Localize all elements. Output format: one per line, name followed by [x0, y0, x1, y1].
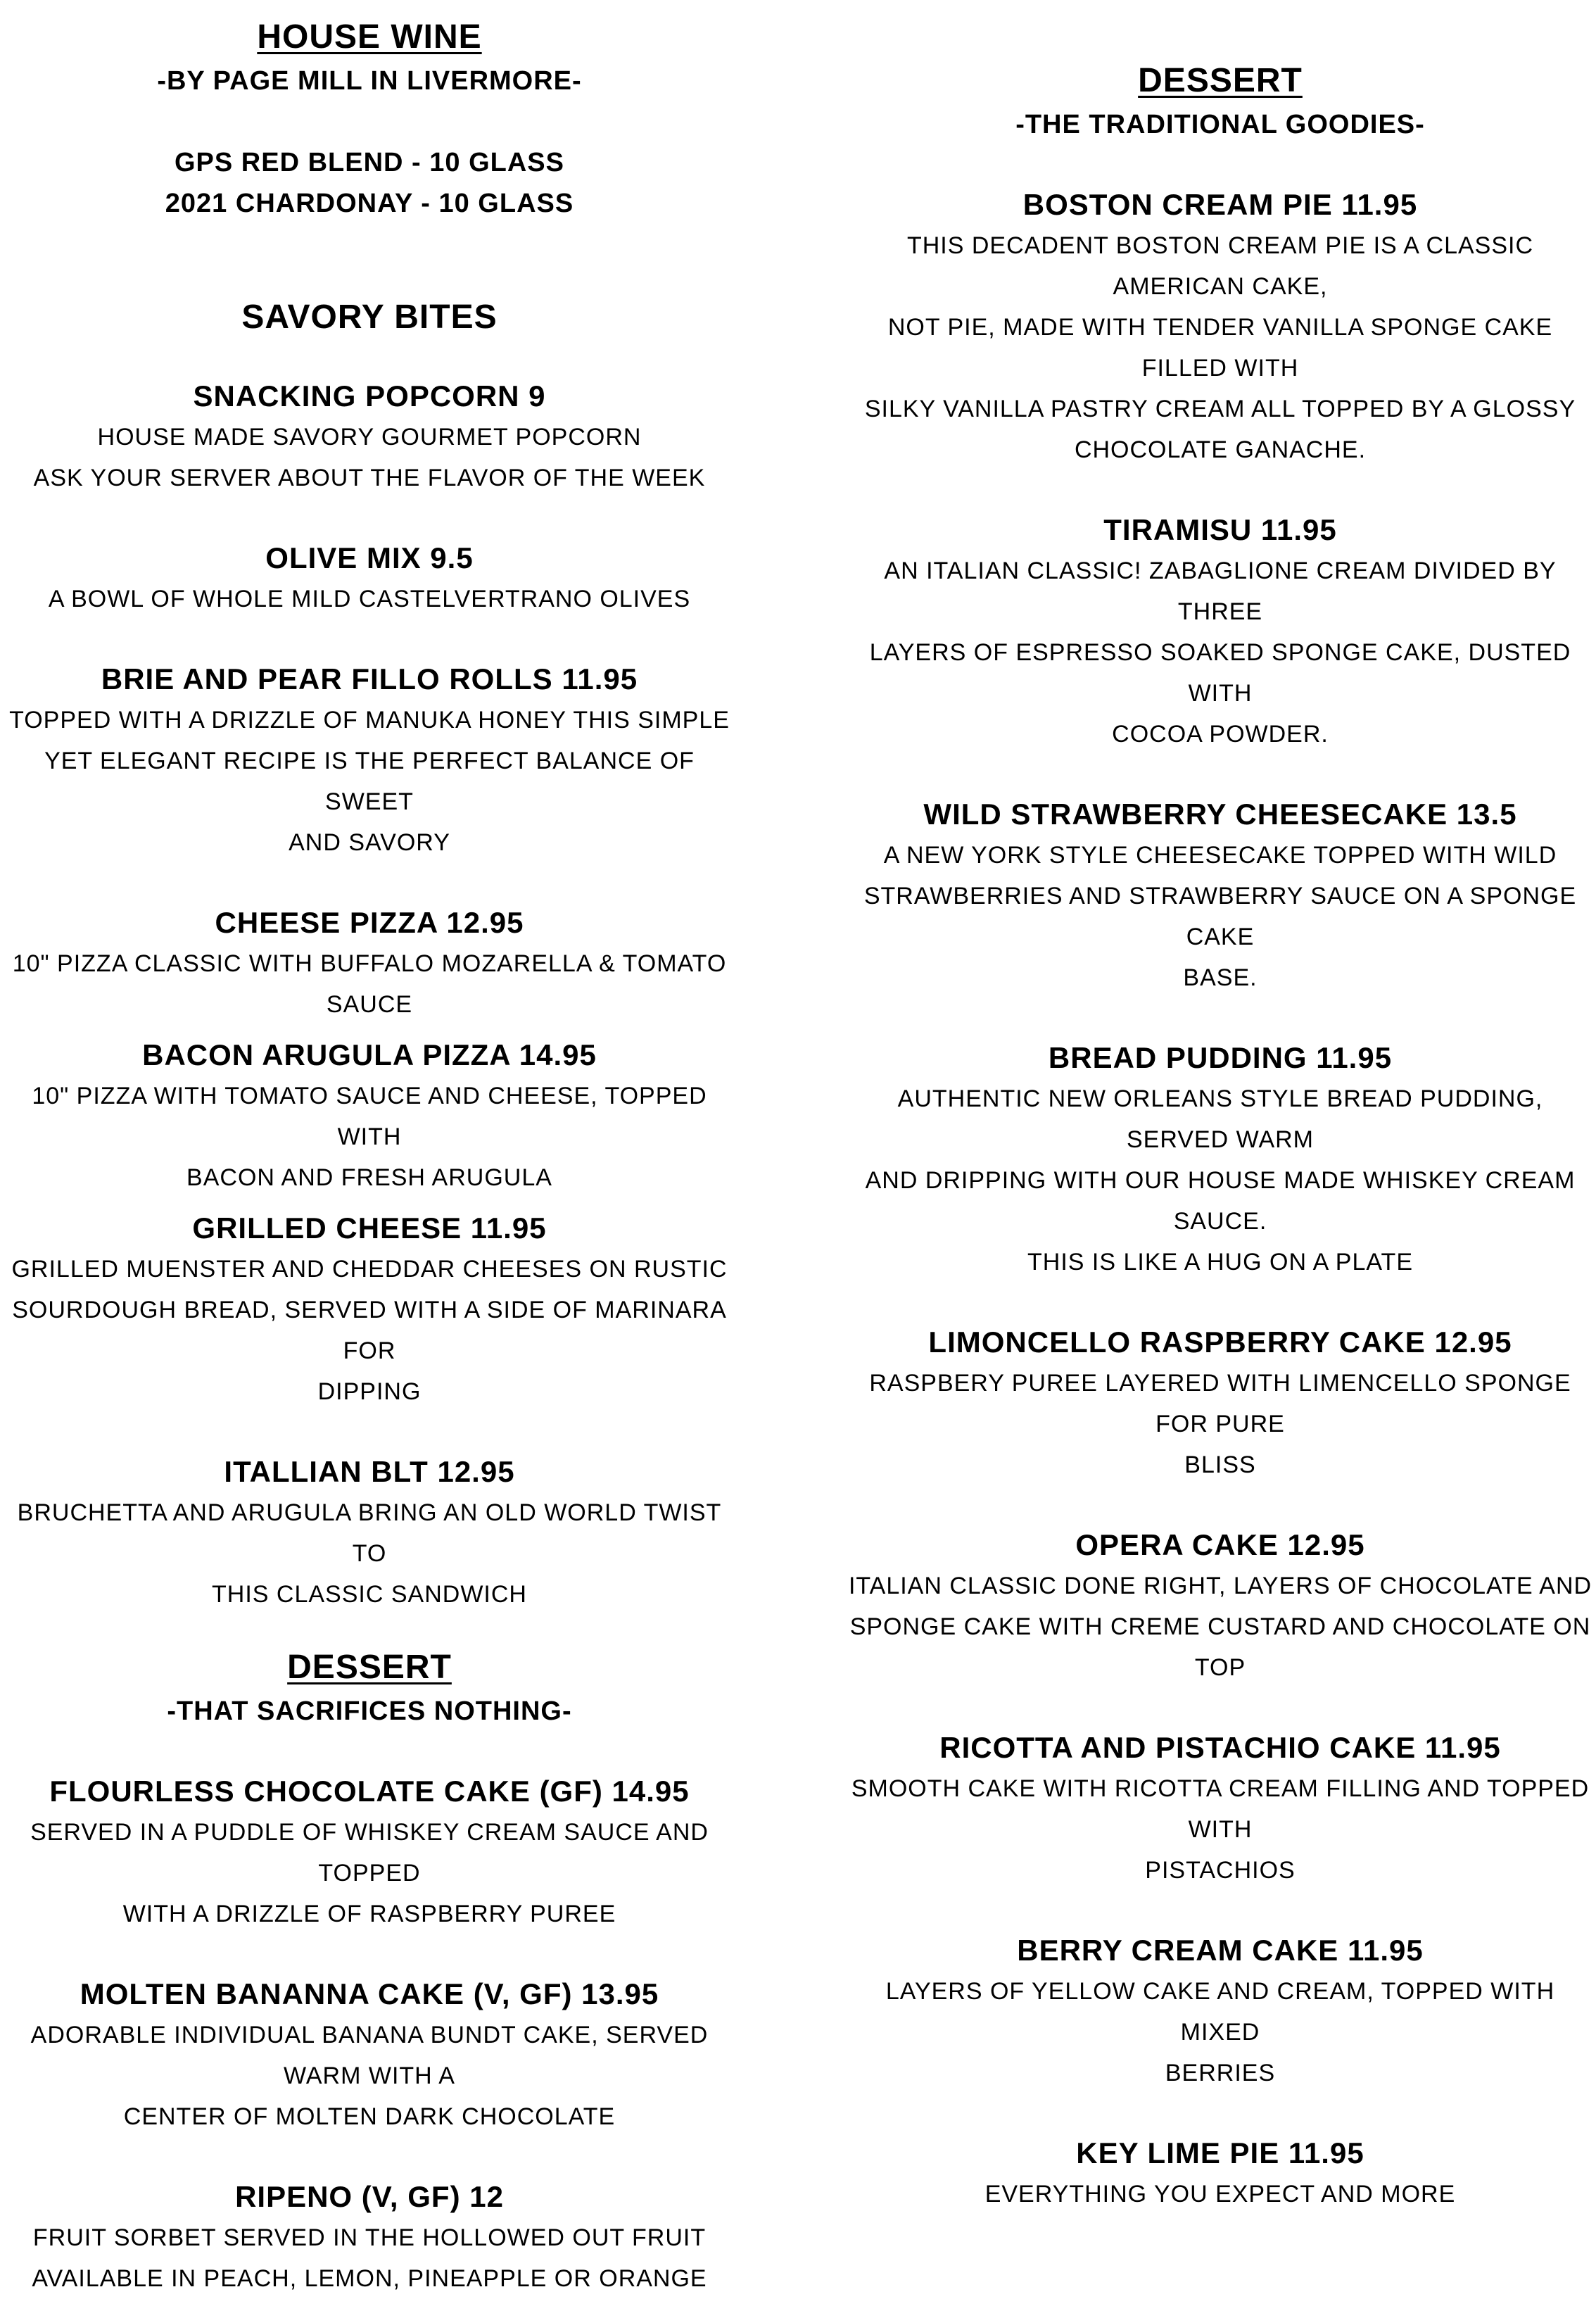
savory-bites-title: SAVORY BITES: [241, 298, 498, 336]
menu-item: [844, 510, 1596, 755]
menu-item-desc: ADORABLE INDIVIDUAL BANANA BUNDT CAKE, SERVED WARM WITH A: [30, 2022, 709, 2089]
menu-item: [844, 1930, 1596, 2093]
wine-line: GPS RED BLEND - 10 GLASS: [175, 148, 564, 177]
menu-item-desc: 10" PIZZA CLASSIC WITH BUFFALO MOZARELLA & TOMATO: [12, 950, 727, 977]
menu-item-title: OLIVE MIX 9.5: [265, 541, 474, 574]
menu-item-title: FLOURLESS CHOCOLATE CAKE (GF) 14.95: [49, 1775, 690, 1808]
menu-item-title: RIPENO (V, GF) 12: [235, 2180, 504, 2213]
menu-item-desc: AN ITALIAN CLASSIC! ZABAGLIONE CREAM DIVIDED BY THREE: [884, 558, 1557, 625]
menu-item-desc: A BOWL OF WHOLE MILD CASTELVERTRANO OLIVES: [48, 586, 691, 612]
house-wine-subtitle: -BY PAGE MILL IN LIVERMORE-: [157, 66, 582, 96]
menu-column-left: [0, 14, 739, 2299]
menu-item-desc: YET ELEGANT RECIPE IS THE PERFECT BALANCE OF SWEET: [44, 748, 695, 815]
menu-item-title: KEY LIME PIE 11.95: [1076, 2136, 1364, 2169]
wine-line: 2021 CHARDONAY - 10 GLASS: [165, 189, 574, 218]
menu-item: [844, 1525, 1596, 1688]
dessert-left-section: [0, 1644, 739, 2299]
menu-item-desc: ITALIAN CLASSIC DONE RIGHT, LAYERS OF CHOCOLATE AND: [848, 1573, 1592, 1599]
menu-item-desc: SERVED IN A PUDDLE OF WHISKEY CREAM SAUCE AND TOPPED: [30, 1819, 709, 1887]
menu-item: [0, 659, 739, 863]
menu-item-title: WILD STRAWBERRY CHEESECAKE 13.5: [923, 798, 1517, 831]
menu-item-title: BOSTON CREAM PIE 11.95: [1022, 188, 1418, 221]
menu-item-desc: AND DRIPPING WITH OUR HOUSE MADE WHISKEY CREAM SAUCE.: [865, 1167, 1576, 1235]
menu-item-title: BERRY CREAM CAKE 11.95: [1017, 1934, 1424, 1967]
menu-item-title: OPERA CAKE 12.95: [1075, 1528, 1365, 1561]
menu-item: [844, 2133, 1596, 2215]
menu-item-desc: SAUCE: [326, 991, 413, 1018]
menu-item-desc: AVAILABLE IN PEACH, LEMON, PINEAPPLE OR ORANGE: [32, 2265, 707, 2292]
menu-item-desc: AUTHENTIC NEW ORLEANS STYLE BREAD PUDDING, SERVED WARM: [897, 1085, 1543, 1153]
menu-item: [844, 1322, 1596, 1485]
menu-item: [844, 1038, 1596, 1283]
menu-item-title: RICOTTA AND PISTACHIO CAKE 11.95: [939, 1731, 1501, 1764]
menu-item: [844, 1727, 1596, 1891]
menu-item-desc: WITH A DRIZZLE OF RASPBERRY PUREE: [122, 1901, 616, 1927]
menu-item-title: BRIE AND PEAR FILLO ROLLS 11.95: [101, 662, 638, 695]
menu-item-title: ITALLIAN BLT 12.95: [224, 1455, 515, 1488]
menu-item-desc: HOUSE MADE SAVORY GOURMET POPCORN: [97, 424, 642, 451]
menu-item-title: BACON ARUGULA PIZZA 14.95: [142, 1038, 597, 1071]
menu-item-desc: THIS IS LIKE A HUG ON A PLATE: [1027, 1249, 1413, 1276]
menu-item: [0, 538, 739, 619]
menu-item: [0, 2177, 739, 2299]
house-wine-section: [0, 14, 739, 224]
menu-item-desc: 10" PIZZA WITH TOMATO SAUCE AND CHEESE, TOPPED WITH: [32, 1083, 707, 1150]
menu-item-desc: THIS DECADENT BOSTON CREAM PIE IS A CLASSIC AMERICAN CAKE,: [906, 232, 1534, 300]
menu-item-desc: AND SAVORY: [289, 829, 450, 856]
menu-item-desc: SMOOTH CAKE WITH RICOTTA CREAM FILLING AND TOPPED WITH: [851, 1775, 1590, 1843]
menu-item-title: LIMONCELLO RASPBERRY CAKE 12.95: [928, 1325, 1512, 1359]
menu-item: [0, 1451, 739, 1615]
menu-item-desc: THIS CLASSIC SANDWICH: [212, 1581, 527, 1608]
menu-item-desc: COCOA POWDER.: [1112, 721, 1329, 748]
dessert-subtitle: -THAT SACRIFICES NOTHING-: [167, 1696, 572, 1726]
menu-item: [0, 1208, 739, 1412]
menu-item-desc: CENTER OF MOLTEN DARK CHOCOLATE: [123, 2103, 616, 2130]
menu-item-desc: SPONGE CAKE WITH CREME CUSTARD AND CHOCOLATE ON TOP: [849, 1613, 1591, 1681]
menu-item-desc: TOPPED WITH A DRIZZLE OF MANUKA HONEY THIS SIMPLE: [9, 707, 730, 733]
menu-item-desc: BRUCHETTA AND ARUGULA BRING AN OLD WORLD TWIST TO: [17, 1499, 722, 1567]
menu-item-title: CHEESE PIZZA 12.95: [215, 906, 524, 939]
menu-item-desc: FRUIT SORBET SERVED IN THE HOLLOWED OUT FRUIT: [32, 2224, 707, 2251]
menu-item-title: MOLTEN BANANNA CAKE (V, GF) 13.95: [80, 1977, 659, 2010]
savory-bites-section: [0, 294, 739, 1615]
menu-item-desc: ASK YOUR SERVER ABOUT THE FLAVOR OF THE WEEK: [33, 465, 706, 491]
dessert-subtitle: -THE TRADITIONAL GOODIES-: [1015, 110, 1425, 139]
menu-item: [0, 1771, 739, 1934]
menu-item-desc: BERRIES: [1165, 2060, 1276, 2086]
menu-item-desc: PISTACHIOS: [1145, 1857, 1296, 1884]
dessert-title: DESSERT: [287, 1649, 452, 1686]
menu-item-desc: GRILLED MUENSTER AND CHEDDAR CHEESES ON RUSTIC: [11, 1256, 728, 1283]
menu-item-title: BREAD PUDDING 11.95: [1048, 1041, 1393, 1074]
menu-item-desc: NOT PIE, MADE WITH TENDER VANILLA SPONGE CAKE FILLED WITH: [887, 314, 1553, 382]
menu-column-right: [844, 58, 1596, 2215]
dessert-right-section: [844, 58, 1596, 2215]
menu-item-desc: STRAWBERRIES AND STRAWBERRY SAUCE ON A SPONGE CAKE: [863, 883, 1577, 950]
dessert-title: DESSERT: [1138, 62, 1303, 99]
menu-item: [0, 1974, 739, 2137]
menu-item-desc: EVERYTHING YOU EXPECT AND MORE: [984, 2181, 1456, 2207]
menu-item-desc: BACON AND FRESH ARUGULA: [186, 1164, 552, 1191]
menu-item-title: SNACKING POPCORN 9: [193, 379, 546, 412]
menu-item-desc: RASPBERY PUREE LAYERED WITH LIMENCELLO SPONGE FOR PURE: [869, 1370, 1571, 1437]
menu-item-title: TIRAMISU 11.95: [1103, 513, 1337, 546]
menu-item-desc: BLISS: [1184, 1451, 1256, 1478]
menu-item: [0, 902, 739, 1025]
menu-item-desc: A NEW YORK STYLE CHEESECAKE TOPPED WITH WILD: [883, 842, 1557, 869]
menu-item-desc: SOURDOUGH BREAD, SERVED WITH A SIDE OF MARINARA FOR: [12, 1297, 727, 1364]
menu-item: [844, 794, 1596, 998]
house-wine-title: HOUSE WINE: [257, 18, 482, 56]
menu-item-desc: LAYERS OF ESPRESSO SOAKED SPONGE CAKE, DUSTED WITH: [869, 639, 1571, 707]
menu-item-desc: DIPPING: [317, 1378, 422, 1405]
menu-item: [844, 184, 1596, 470]
menu-item: [0, 376, 739, 498]
menu-item: [0, 1035, 739, 1198]
menu-item-title: GRILLED CHEESE 11.95: [192, 1211, 547, 1245]
menu-item-desc: CHOCOLATE GANACHE.: [1074, 436, 1367, 463]
menu-item-desc: SILKY VANILLA PASTRY CREAM ALL TOPPED BY A GLOSSY: [864, 396, 1576, 422]
menu-item-desc: LAYERS OF YELLOW CAKE AND CREAM, TOPPED WITH MIXED: [885, 1978, 1555, 2046]
menu-item-desc: BASE.: [1183, 964, 1258, 991]
